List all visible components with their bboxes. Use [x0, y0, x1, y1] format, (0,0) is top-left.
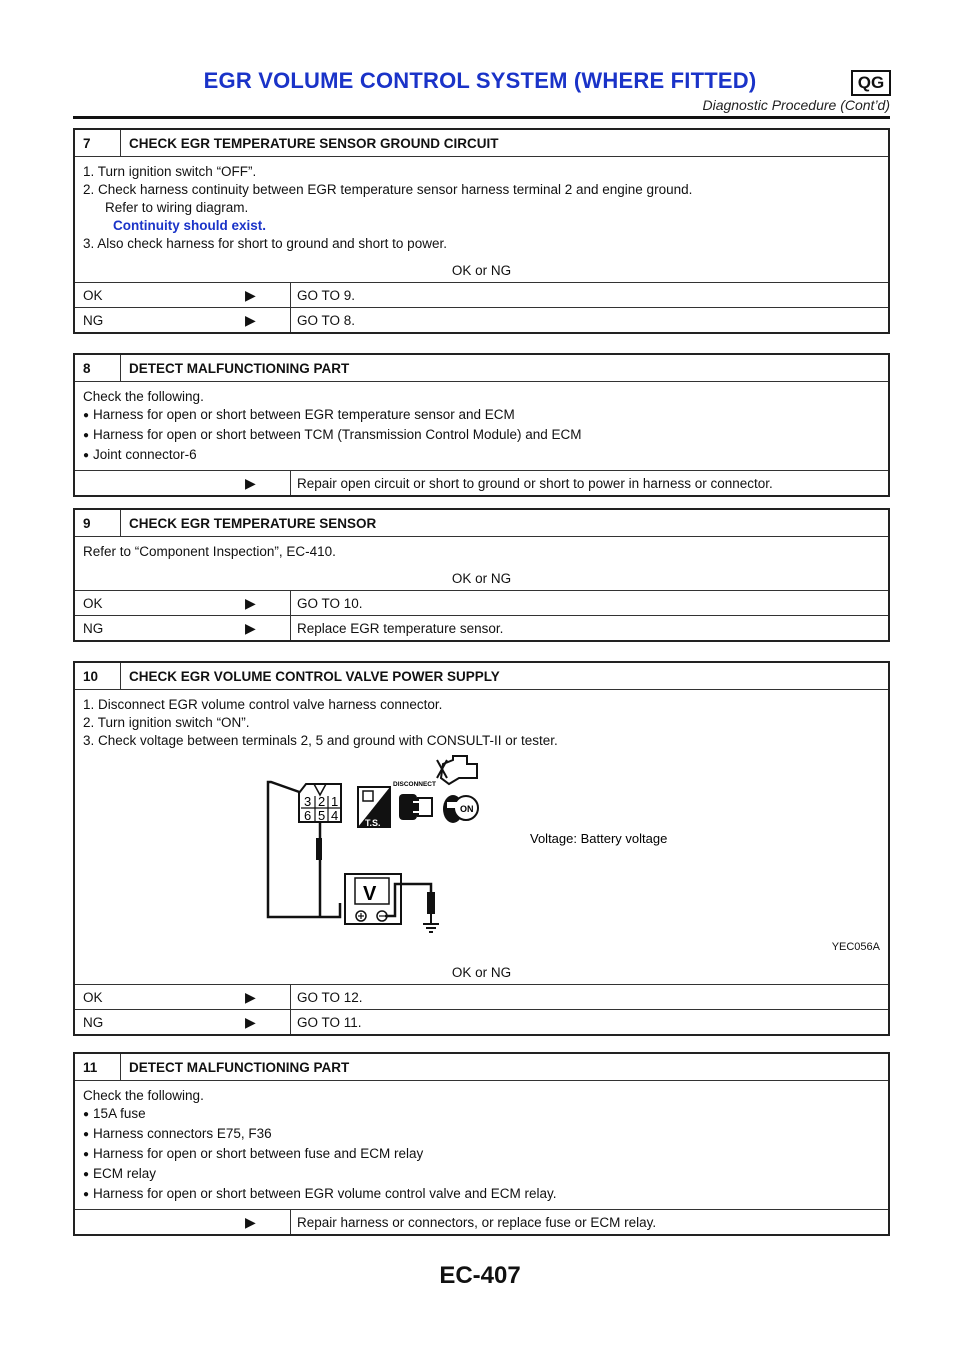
figure-id: YEC056A — [831, 941, 880, 953]
step-header — [75, 1054, 888, 1081]
engine-icon — [437, 756, 477, 784]
step-line: Refer to “Component Inspection”, EC-410. — [83, 544, 336, 559]
voltage-spec-label: Voltage: Battery voltage — [530, 831, 668, 846]
result-label: NG — [83, 620, 104, 636]
step-title: DETECT MALFUNCTIONING PART — [129, 360, 350, 376]
svg-text:DISCONNECT: DISCONNECT — [393, 781, 436, 788]
step-body — [75, 537, 888, 565]
step-9-block — [73, 508, 890, 642]
result-label: OK — [83, 989, 103, 1005]
header-rule — [73, 116, 890, 119]
result-action: GO TO 11. — [290, 1010, 362, 1034]
step-number: 10 — [75, 663, 121, 689]
result-action: Repair harness or connectors, or replace fuse or ECM relay. — [290, 1210, 656, 1234]
result-action: Replace EGR temperature sensor. — [290, 616, 503, 640]
svg-text:T.S.: T.S. — [365, 818, 381, 828]
ground-icon — [423, 924, 439, 932]
step-number: 7 — [75, 130, 121, 156]
step-title: DETECT MALFUNCTIONING PART — [129, 1059, 350, 1075]
bullet-item: ● Harness for open or short between EGR volume control valve and ECM relay. — [83, 1185, 880, 1205]
result-action: Repair open circuit or short to ground or short to power in harness or connector. — [290, 471, 773, 495]
section-subtitle: Diagnostic Procedure (Cont’d) — [702, 97, 890, 113]
step-line: 3. Check voltage between terminals 2, 5 and ground with CONSULT-II or tester. — [83, 733, 558, 748]
step-title: CHECK EGR TEMPERATURE SENSOR GROUND CIRCUIT — [129, 135, 499, 151]
ok-or-ng-label: OK or NG — [451, 571, 512, 586]
pin-label: 2 — [318, 794, 326, 809]
result-action: GO TO 12. — [290, 985, 363, 1009]
result-row — [75, 307, 888, 332]
bullet-item: ● Harness for open or short between TCM (Transmission Control Module) and ECM — [83, 426, 880, 446]
spec-text: Continuity should exist. — [113, 218, 267, 233]
step-header — [75, 355, 888, 382]
step-8-block — [73, 353, 890, 497]
arrow-icon: ▶ — [245, 1213, 256, 1230]
pin-label: 3 — [304, 794, 312, 809]
step-line: Refer to wiring diagram. — [105, 200, 249, 215]
result-action: GO TO 10. — [290, 591, 363, 615]
step-line: 3. Also check harness for short to ground and short to power. — [83, 236, 447, 251]
step-line: 1. Turn ignition switch “OFF”. — [83, 164, 257, 179]
result-action: GO TO 8. — [290, 308, 355, 332]
bullet-item: ● 15A fuse — [83, 1105, 880, 1125]
bullet-item: ● Harness for open or short between fuse and ECM relay — [83, 1145, 880, 1165]
step-line: Check the following. — [83, 389, 204, 404]
step-11-block — [73, 1052, 890, 1236]
pin-label: 5 — [318, 808, 326, 823]
step-7-block — [73, 128, 890, 334]
pin-label: 1 — [331, 794, 339, 809]
arrow-icon: ▶ — [245, 286, 256, 303]
step-header — [75, 663, 888, 690]
arrow-icon: ▶ — [245, 1013, 256, 1030]
result-label: OK — [83, 595, 103, 611]
step-number: 9 — [75, 510, 121, 536]
wiring-diagram — [75, 754, 888, 959]
ok-or-ng-label: OK or NG — [451, 965, 512, 980]
result-row — [75, 590, 888, 615]
section-badge: QG — [851, 70, 891, 96]
pin-label: 6 — [304, 808, 312, 823]
arrow-icon: ▶ — [245, 594, 256, 611]
result-action: GO TO 9. — [290, 283, 355, 307]
arrow-icon: ▶ — [245, 311, 256, 328]
section-title: EGR VOLUME CONTROL SYSTEM (WHERE FITTED) — [203, 68, 757, 93]
bullet-item: ● Harness connectors E75, F36 — [83, 1125, 880, 1145]
result-row — [75, 282, 888, 307]
result-row — [75, 1209, 888, 1234]
step-line: 2. Turn ignition switch “ON”. — [83, 715, 250, 730]
step-line: Check the following. — [83, 1088, 204, 1103]
svg-text:V: V — [363, 883, 377, 905]
connector-icon — [299, 784, 341, 823]
pin-label: 4 — [331, 808, 339, 823]
disconnect-icon — [393, 781, 436, 820]
step-line: 1. Disconnect EGR volume control valve harness connector. — [83, 697, 443, 712]
result-label: NG — [83, 1014, 104, 1030]
arrow-icon: ▶ — [245, 474, 256, 491]
result-label: NG — [83, 312, 104, 328]
bullet-item: ● Joint connector-6 — [83, 446, 880, 466]
step-body — [75, 1081, 888, 1209]
step-line: 2. Check harness continuity between EGR temperature sensor harness terminal 2 and engine ground. — [83, 182, 693, 197]
result-label: OK — [83, 287, 103, 303]
page-number: EC-407 — [439, 1262, 521, 1289]
step-title: CHECK EGR VOLUME CONTROL VALVE POWER SUPPLY — [129, 668, 500, 684]
step-header — [75, 130, 888, 157]
ts-icon — [358, 787, 390, 828]
step-body — [75, 157, 888, 257]
result-row — [75, 470, 888, 495]
ok-or-ng-label: OK or NG — [451, 263, 512, 278]
result-row — [75, 984, 888, 1009]
result-row — [75, 1009, 888, 1034]
step-header — [75, 510, 888, 537]
svg-text:ON: ON — [460, 804, 474, 814]
bullet-item: ● ECM relay — [83, 1165, 880, 1185]
ignition-key-icon — [443, 795, 478, 823]
step-number: 8 — [75, 355, 121, 381]
step-10-block — [73, 661, 890, 1036]
step-body — [75, 382, 888, 470]
result-row — [75, 615, 888, 640]
step-title: CHECK EGR TEMPERATURE SENSOR — [129, 515, 377, 531]
step-body — [75, 690, 888, 754]
voltage-check-figure — [75, 754, 888, 959]
step-number: 11 — [75, 1054, 121, 1080]
arrow-icon: ▶ — [245, 619, 256, 636]
bullet-item: ● Harness for open or short between EGR temperature sensor and ECM — [83, 406, 880, 426]
arrow-icon: ▶ — [245, 988, 256, 1005]
